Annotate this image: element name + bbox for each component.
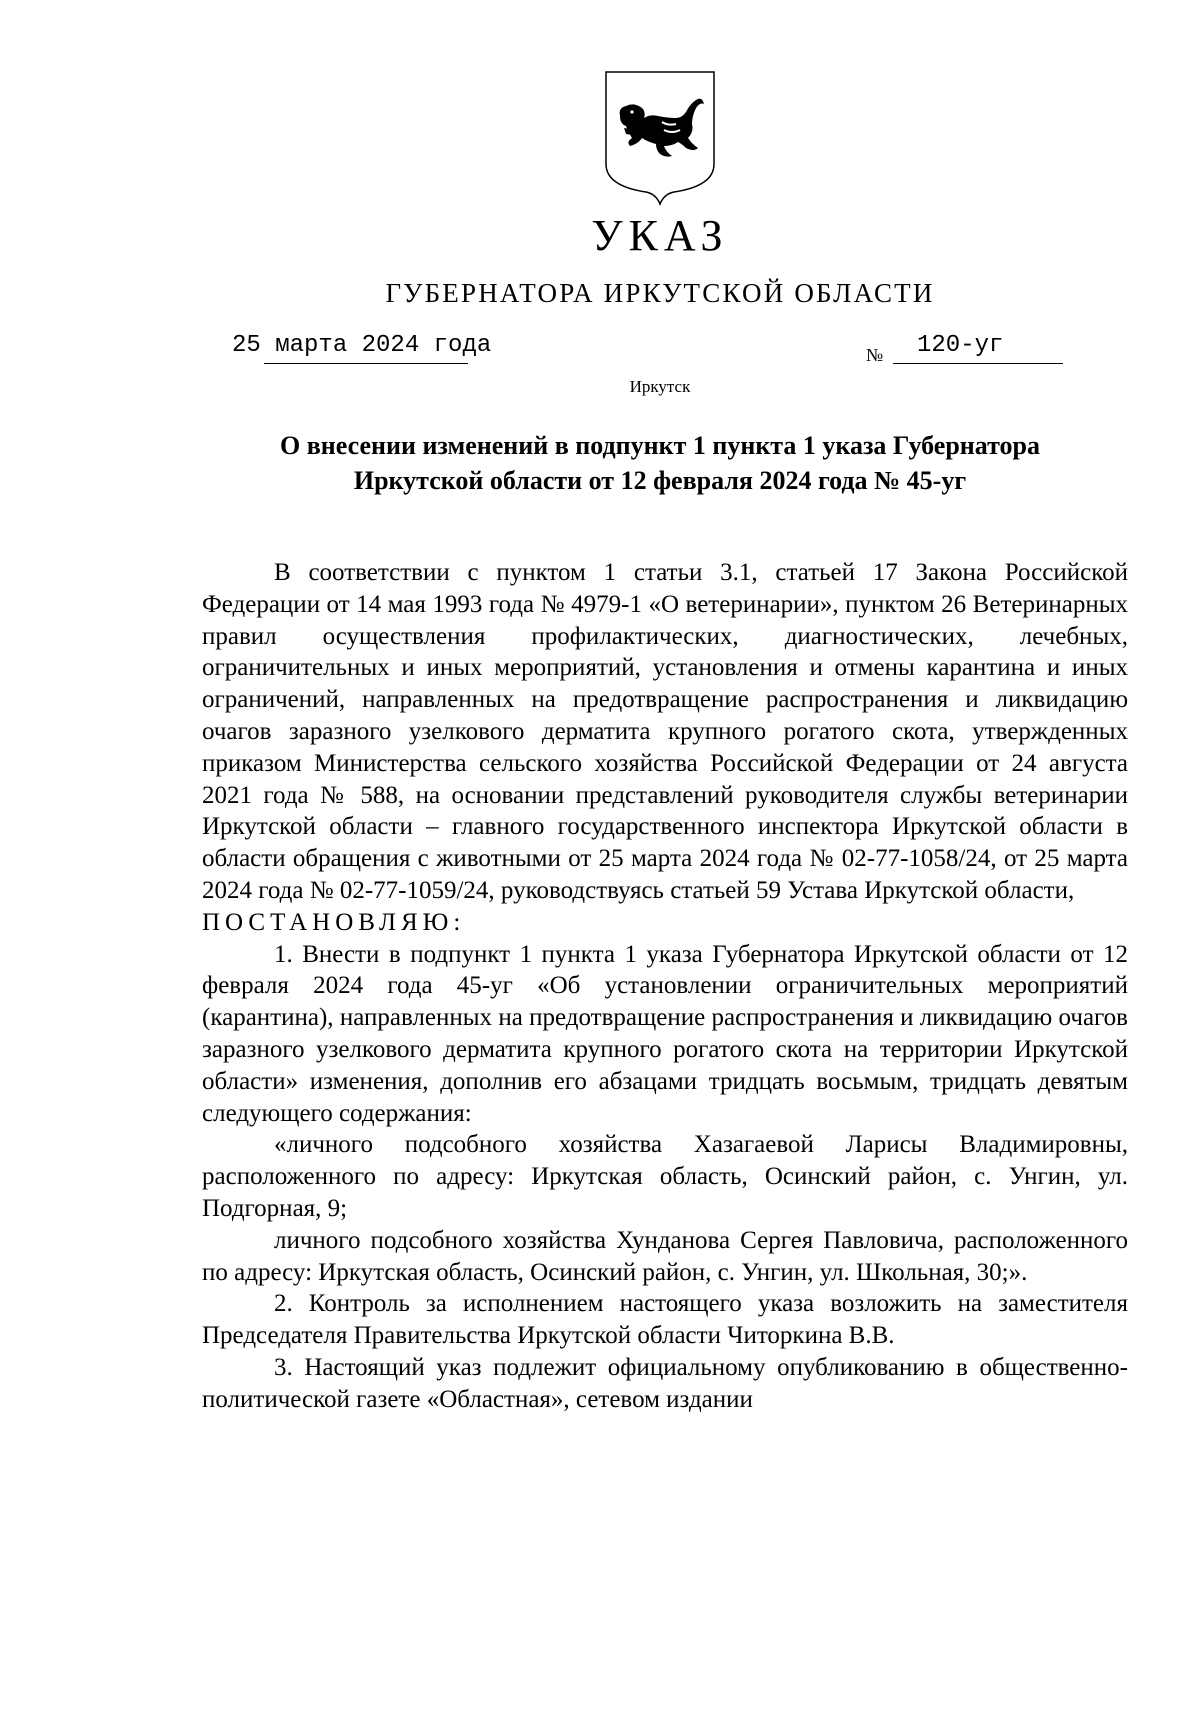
decree-body	[202, 557, 1128, 1416]
item-1-entry-b: личного подсобного хозяйства Хунданова Сергея Павловича, расположенного по адресу: Иркутская область, Осинский район, с. Унгин, ул. Школьная, 30;».	[202, 1226, 1128, 1286]
preamble-paragraph: В соответствии с пунктом 1 статьи 3.1, статьей 17 Закона Российской Федерации от 14 мая 1993 года № 4979-1 «О ветеринарии», пунктом 26 Ветеринарных правил осуществления профилактических, диагностических, лечебных, ограничительных и иных мероприятий, установления и отмены карантина и иных ограничений, направленных на предотвращение распространения и ликвидацию очагов заразного узелкового дерматита крупного рогатого скота, утвержденных приказом Министерства сельского хозяйства Российской Федерации от 24 августа 2021 года № 588, на основании представлений руководителя службы ветеринарии Иркутской области – главного государственного инспектора Иркутской области в области обращения с животными от 25 марта 2024 года № 02-77-1058/24, от 25 марта 2024 года № 02-77-1059/24, руководствуясь статьей 59 Устава Иркутской области,	[202, 559, 1128, 904]
item-3-paragraph: 3. Настоящий указ подлежит официальному опубликованию в общественно-политической газете «Областная», сетевом издании	[202, 1353, 1128, 1413]
item-1-paragraph: 1. Внести в подпункт 1 пункта 1 указа Губернатора Иркутской области от 12 февраля 2024 года 45-уг «Об установлении ограничительных мероприятий (карантина), направленных на предотвращение распространения и ликвидацию очагов заразного узелкового дерматита крупного рогатого скота на территории Иркутской области» изменения, дополнив его абзацами тридцать восьмым, тридцать девятым следующего содержания:	[202, 940, 1128, 1127]
number-sign: №	[866, 345, 884, 365]
decree-date: 25 марта 2024 года	[232, 332, 492, 359]
date-underline	[264, 363, 468, 364]
city-name: Иркутск	[629, 377, 691, 396]
item-1-entry-a: «личного подсобного хозяйства Хазагаевой Ларисы Владимировны, расположенного по адресу: Иркутская область, Осинский район, с. Унгин, ул. Подгорная, 9;	[202, 1131, 1128, 1222]
number-underline	[893, 363, 1063, 364]
decree-word: ПОСТАНОВЛЯЮ:	[202, 908, 466, 936]
document-title: УКАЗ	[591, 211, 729, 260]
item-2-paragraph: 2. Контроль за исполнением настоящего указа возложить на заместителя Председателя Правительства Иркутской области Читоркина В.В.	[202, 1290, 1128, 1350]
decree-number: 120-уг	[917, 332, 1004, 359]
issuing-authority: ГУБЕРНАТОРА ИРКУТСКОЙ ОБЛАСТИ	[385, 278, 935, 308]
coat-of-arms-icon	[602, 68, 718, 208]
heading-line-2: Иркутской области от 12 февраля 2024 года № 45-уг	[353, 466, 967, 495]
decree-heading	[150, 428, 1170, 498]
heading-line-1: О внесении изменений в подпункт 1 пункта 1 указа Губернатора	[280, 431, 1040, 460]
